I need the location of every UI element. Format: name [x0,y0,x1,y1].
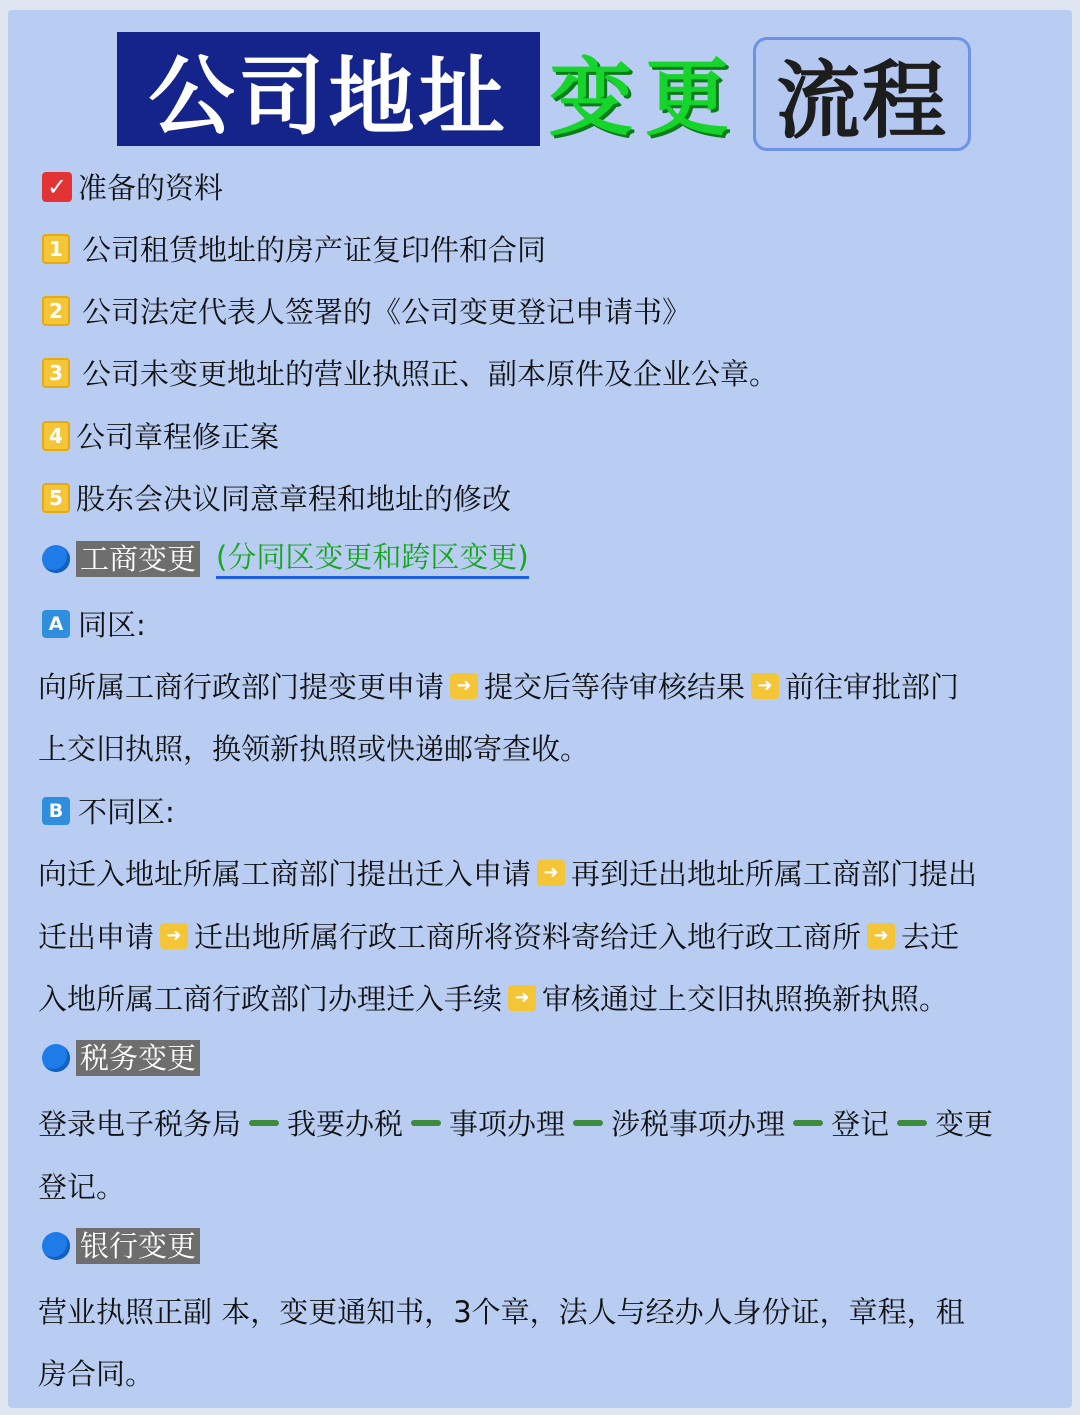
arrow-right-icon: ➜ [160,923,188,949]
bank-line-1 [38,1290,965,1331]
same-district-label: 同区: [78,608,146,642]
step-text: 去迁 [901,920,960,954]
bank-line-2 [38,1352,154,1393]
same-district-line-1 [38,665,959,706]
check-icon: ✓ [42,172,72,202]
step-text: 上交旧执照，换领新执照或快递邮寄查收。 [38,732,590,766]
material-item-text: 公司法定代表人签署的《公司变更登记申请书》 [82,295,692,329]
tax-step: 登记 [831,1107,890,1141]
arrow-right-icon: ➜ [508,985,536,1011]
tax-step: 事项办理 [449,1107,566,1141]
number-2-icon: 2 [42,296,70,326]
number-4-icon: 4 [42,421,70,451]
letter-b-icon: B [42,797,70,825]
different-district-heading [38,790,175,831]
step-text: 再到迁出地址所属工商部门提出 [571,857,978,891]
step-text: 迁出申请 [38,920,155,954]
step-text: 向所属工商行政部门提变更申请 [38,670,445,704]
material-item-text: 公司章程修正案 [76,420,280,454]
dash-connector-icon [897,1120,927,1126]
step-text: 审核通过上交旧执照换新执照。 [542,982,949,1016]
blue-circle-icon [42,1044,70,1072]
tax-step: 登记。 [38,1170,126,1204]
dash-connector-icon [573,1120,603,1126]
material-item-text: 公司未变更地址的营业执照正、副本原件及企业公章。 [82,357,779,391]
bank-heading-row [38,1228,200,1264]
title-process: 流程 [753,37,971,151]
tax-step: 变更 [935,1107,994,1141]
bank-text: 营业执照正副 本，变更通知书，3个章，法人与经办人身份证，章程，租 [38,1295,965,1329]
blue-circle-icon [42,1232,70,1260]
step-text: 入地所属工商行政部门办理迁入手续 [38,982,503,1016]
materials-heading-row [38,166,223,207]
arrow-right-icon: ➜ [537,860,565,886]
material-item-text: 公司租赁地址的房产证复印件和合同 [82,233,547,267]
dash-connector-icon [249,1120,279,1126]
different-district-line-2 [38,915,959,956]
dash-connector-icon [411,1120,441,1126]
materials-heading: 准备的资料 [78,171,224,205]
title-company-address: 公司地址 [117,32,540,146]
number-3-icon: 3 [42,358,70,388]
letter-a-icon: A [42,610,70,638]
step-text: 提交后等待审核结果 [484,670,746,704]
number-5-icon: 5 [42,483,70,513]
tax-steps-line-2 [38,1165,125,1206]
tax-steps-line-1 [38,1102,993,1143]
tax-step: 我要办税 [287,1107,404,1141]
different-district-label: 不同区: [78,795,175,829]
business-heading-row [38,538,529,579]
tax-heading: 税务变更 [76,1040,200,1076]
same-district-heading [38,603,146,644]
tax-step: 登录电子税务局 [38,1107,242,1141]
arrow-right-icon: ➜ [867,923,895,949]
step-text: 迁出地所属行政工商所将资料寄给迁入地行政工商所 [194,920,862,954]
material-item-3 [38,352,778,393]
title-change: 变更 [548,47,741,147]
same-district-line-2 [38,727,589,768]
material-item-2 [38,290,691,331]
arrow-right-icon: ➜ [751,673,779,699]
step-text: 向迁入地址所属工商部门提出迁入申请 [38,857,532,891]
material-item-text: 股东会决议同意章程和地址的修改 [76,482,512,516]
step-text: 前往审批部门 [785,670,960,704]
bank-text: 房合同。 [38,1357,155,1391]
tax-step: 涉税事项办理 [611,1107,786,1141]
different-district-line-3 [38,977,948,1018]
business-heading: 工商变更 [76,541,200,577]
material-item-1 [38,228,546,269]
material-item-4 [38,415,279,456]
business-subtitle: (分同区变更和跨区变更) [216,538,529,579]
bank-heading: 银行变更 [76,1228,200,1264]
arrow-right-icon: ➜ [450,673,478,699]
different-district-line-1 [38,852,977,893]
blue-circle-icon [42,545,70,573]
number-1-icon: 1 [42,234,70,264]
material-item-5 [38,477,511,518]
dash-connector-icon [793,1120,823,1126]
page-background [8,10,1072,1408]
tax-heading-row [38,1040,200,1076]
